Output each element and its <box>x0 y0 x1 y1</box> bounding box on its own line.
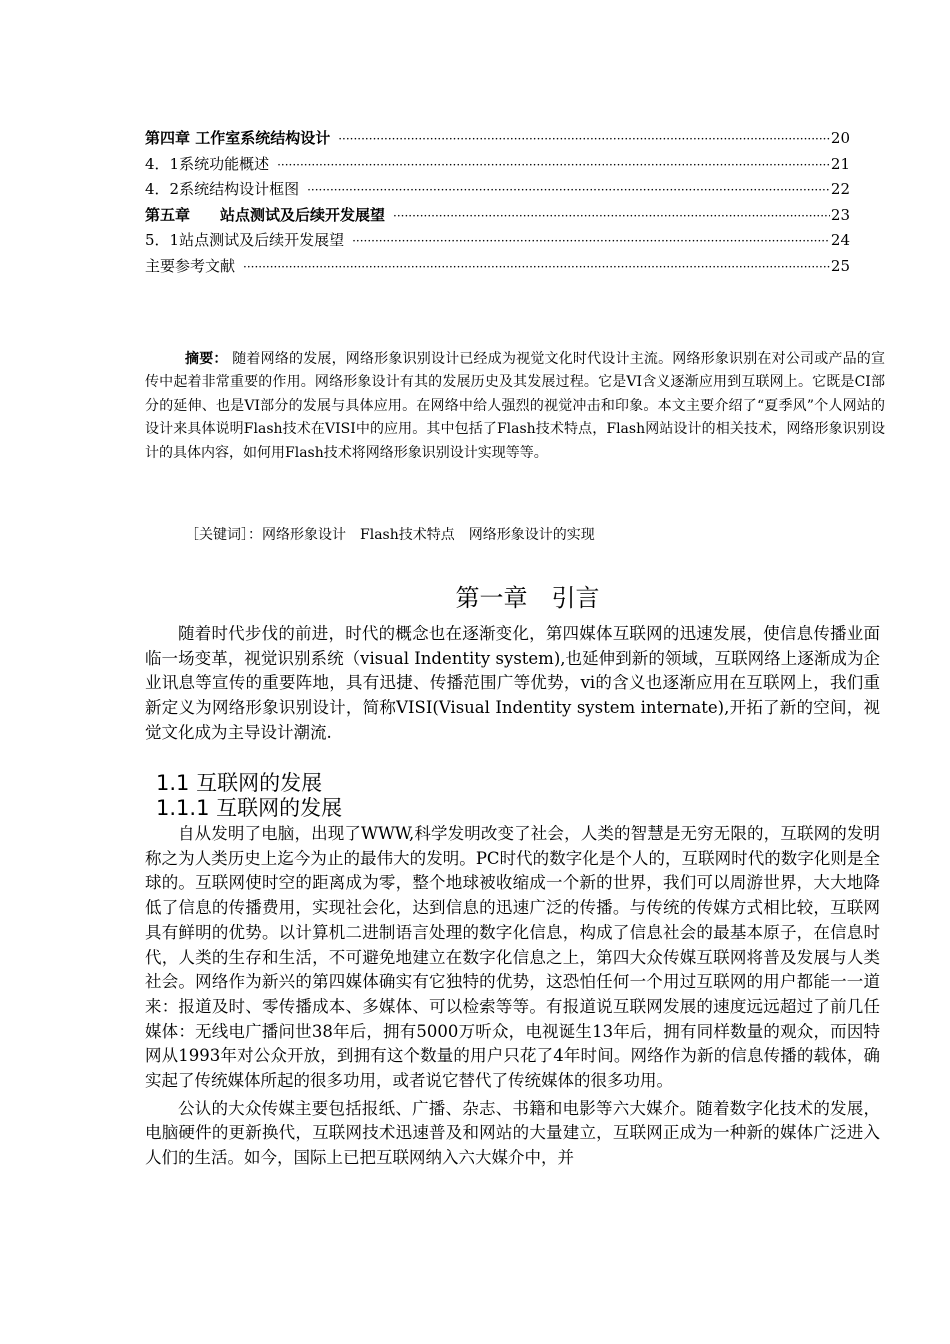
toc-leader-dots <box>393 204 830 230</box>
body-paragraph: 公认的大众传媒主要包括报纸、广播、杂志、书籍和电影等六大媒介。随着数字化技术的发展，电脑硬件的更新换代，互联网技术迅速普及和网站的大量建立，互联网正成为一种新的媒体广泛进入人们的生活。如今，国际上已把互联网纳入六大媒介中，并 <box>145 1098 880 1168</box>
intro-section <box>145 622 880 746</box>
abstract-label: 摘要： <box>185 351 228 367</box>
toc-entry-page: 23 <box>830 205 850 224</box>
toc-entry-label: 第四章 工作室系统结构设计 <box>145 129 331 147</box>
toc-entry-page: 25 <box>830 256 850 275</box>
toc-leader-dots <box>307 178 830 204</box>
toc-entry-5-1[interactable] <box>145 228 850 254</box>
toc-entry-label: 主要参考文献 <box>145 256 236 275</box>
intro-paragraph: 随着时代步伐的前进，时代的概念也在逐渐变化，第四媒体互联网的迅速发展，使信息传播业面临一场变革，视觉识别系统（visual Indentity system),也延伸到新的领域，互联网络上逐渐成为企业讯息等宣传的重要阵地，具有迅捷、传播范围广等优势，vi的含义也逐渐应用在互联网上，我们重新定义为网络形象识别设计，简称VISI(Visual Indentity system internate),开拓了新的空间，视觉文化成为主导设计潮流. <box>145 624 880 742</box>
keywords-line: ［关键词］：网络形象设计 Flash技术特点 网络形象设计的实现 <box>185 527 595 543</box>
toc-leader-dots <box>352 229 830 255</box>
table-of-contents <box>145 126 850 280</box>
toc-entry-label: 5．1站点测试及后续开发展望 <box>145 231 345 250</box>
section-heading-1-1: 1.1 互联网的发展 <box>156 771 323 795</box>
toc-leader-dots <box>243 255 830 281</box>
toc-entry-label: 4．2系统结构设计框图 <box>145 180 300 199</box>
toc-entry-page: 22 <box>830 180 850 199</box>
section-body <box>145 822 880 1171</box>
toc-entry-page: 24 <box>830 231 850 250</box>
toc-entry-references[interactable] <box>145 254 850 280</box>
abstract-block <box>145 348 885 465</box>
toc-entry-page: 21 <box>830 154 850 173</box>
toc-entry-label: 第五章 站点测试及后续开发展望 <box>145 205 386 224</box>
toc-leader-dots <box>277 153 830 179</box>
section-heading-1-1-1: 1.1.1 互联网的发展 <box>156 796 343 820</box>
toc-entry-chapter-4[interactable] <box>145 126 850 152</box>
toc-entry-4-1[interactable] <box>145 152 850 178</box>
toc-entry-4-2[interactable] <box>145 177 850 203</box>
abstract-text: 随着网络的发展，网络形象识别设计已经成为视觉文化时代设计主流。网络形象识别在对公司或产品的宣传中起着非常重要的作用。网络形象设计有其的发展历史及其发展过程。它是VI含义逐渐应用到互联网上。它既是CI部分的延伸、也是VI部分的发展与具体应用。在网络中给人强烈的视觉冲击和印象。本文主要介绍了“夏季风”个人网站的设计来具体说明Flash技术在VISI中的应用。其中包括了Flash技术特点，Flash网站设计的相关技术，网络形象识别设计的具体内容，如何用Flash技术将网络形象识别设计实现等等。 <box>145 351 886 461</box>
toc-leader-dots <box>338 127 830 153</box>
abstract-paragraph <box>145 348 885 465</box>
chapter-title: 第一章 引言 <box>455 584 600 612</box>
toc-entry-label: 4．1系统功能概述 <box>145 154 270 173</box>
toc-entry-chapter-5[interactable] <box>145 203 850 229</box>
toc-entry-page: 20 <box>830 129 850 147</box>
body-paragraph: 自从发明了电脑，出现了WWW,科学发明改变了社会，人类的智慧是无穷无限的，互联网的发明称之为人类历史上迄今为止的最伟大的发明。PC时代的数字化是个人的，互联网时代的数字化则是全球的。互联网使时空的距离成为零，整个地球被收缩成一个新的世界，我们可以周游世界，大大地降低了信息的传播费用，实现社会化，达到信息的迅速广泛的传播。与传统的传媒方式相比较，互联网具有鲜明的优势。以计算机二进制语言处理的数字化信息，构成了信息社会的最基本原子，在信息时代，人类的生存和生活，不可避免地建立在数字化信息之上，第四大众传媒互联网将普及发展与人类社会。网络作为新兴的第四媒体确实有它独特的优势，这恐怕任何一个用过互联网的用户都能一一道来：报道及时、零传播成本、多媒体、可以检索等等。有报道说互联网发展的速度远远超过了前几任媒体：无线电广播问世38年后，拥有5000万听众，电视诞生13年后，拥有同样数量的观众，而因特网从1993年对公众开放，到拥有这个数量的用户只花了4年时间。网络作为新的信息传播的载体，确实起了传统媒体所起的很多功用，或者说它替代了传统媒体的很多功用。 <box>145 824 880 1091</box>
